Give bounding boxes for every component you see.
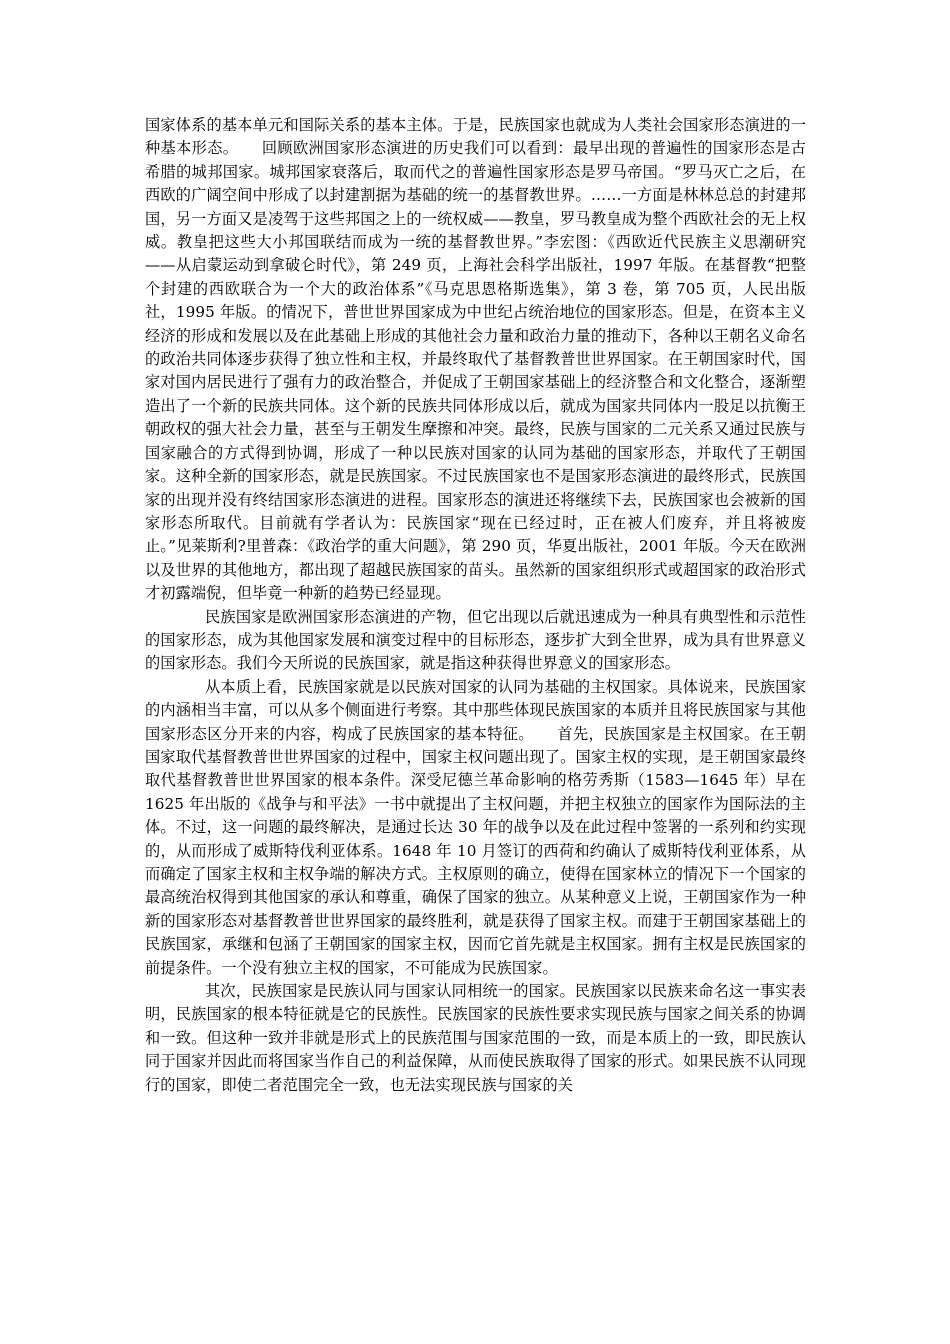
paragraph-1: 国家体系的基本单元和国际关系的基本主体。于是，民族国家也就成为人类社会国家形态演进的一种基本形态。 回顾欧洲国家形态演进的历史我们可以看到：最早出现的普遍性的国家形态是古希腊的城邦国家。城邦国家衰落后，取而代之的普遍性国家形态是罗马帝国。“罗马灭亡之后，在西欧的广阔空间中形成了以封建割据为基础的统一的基督教世界。……一方面是林林总总的封建邦国，另一方面又是凌驾于这些邦国之上的一统权威——教皇，罗马教皇成为整个西欧社会的无上权威。教皇把这些大小邦国联结而成为一统的基督教世界。”李宏图：《西欧近代民族主义思潮研究——从启蒙运动到拿破仑时代》，第 249 页，上海社会科学出版社，1997 年版。在基督教“把整个封建的西欧联合为一个大的政治体系”《马克思恩格斯选集》，第 3 卷，第 705 页，人民出版社，1995 年版。的情况下，普世世界国家成为中世纪占统治地位的国家形态。但是，在资本主义经济的形成和发展以及在此基础上形成的其他社会力量和政治力量的推动下，各种以王朝名义命名的政治共同体逐步获得了独立性和主权，并最终取代了基督教普世世界国家。在王朝国家时代，国家对国内居民进行了强有力的政治整合，并促成了王朝国家基础上的经济整合和文化整合，逐渐塑造出了一个新的民族共同体。这个新的民族共同体形成以后，就成为国家共同体内一股足以抗衡王朝政权的强大社会力量，甚至与王朝发生摩擦和冲突。最终，民族与国家的二元关系又通过民族与国家融合的方式得到协调，形成了一种以民族对国家的认同为基础的国家形态，并取代了王朝国家。这种全新的国家形态，就是民族国家。不过民族国家也不是国家形态演进的最终形式，民族国家的出现并没有终结国家形态演进的进程。国家形态的演进还将继续下去，民族国家也会被新的国家形态所取代。目前就有学者认为：民族国家“现在已经过时，正在被人们废弃，并且将被废止。”见莱斯利?里普森：《政治学的重大问题》，第 290 页，华夏出版社，2001 年版。今天在欧洲以及世界的其他地方，都出现了超越民族国家的苗头。虽然新的国家组织形式或超国家的政治形式才初露端倪，但毕竟一种新的趋势已经显现。 bbox=[145, 116, 806, 603]
paragraph-2: 民族国家是欧洲国家形态演进的产物，但它出现以后就迅速成为一种具有典型性和示范性的国家形态，成为其他国家发展和演变过程中的目标形态，逐步扩大到全世界，成为具有世界意义的国家形态。我们今天所说的民族国家，就是指这种获得世界意义的国家形态。 bbox=[145, 607, 806, 673]
document-page bbox=[145, 114, 806, 1097]
paragraph-4: 其次，民族国家是民族认同与国家认同相统一的国家。民族国家以民族来命名这一事实表明，民族国家的根本特征就是它的民族性。民族国家的民族性要求实现民族与国家之间关系的协调和一致。但这种一致并非就是形式上的民族范围与国家范围的一致，而是本质上的一致，即民族认同于国家并因此而将国家当作自己的利益保障，从而使民族取得了国家的形式。如果民族不认同现行的国家，即使二者范围完全一致，也无法实现民族与国家的关 bbox=[145, 982, 806, 1094]
paragraph-3: 从本质上看，民族国家就是以民族对国家的认同为基础的主权国家。具体说来，民族国家的内涵相当丰富，可以从多个侧面进行考察。其中那些体现民族国家的本质并且将民族国家与其他国家形态区分开来的内容，构成了民族国家的基本特征。 首先，民族国家是主权国家。在王朝国家取代基督教普世世界国家的过程中，国家主权问题出现了。国家主权的实现，是王朝国家最终取代基督教普世世界国家的根本条件。深受尼德兰革命影响的格劳秀斯（1583—1645 年）早在 1625 年出版的《战争与和平法》一书中就提出了主权问题，并把主权独立的国家作为国际法的主体。不过，这一问题的最终解决，是通过长达 30 年的战争以及在此过程中签署的一系列和约实现的，从而形成了威斯特伐利亚体系。1648 年 10 月签订的西荷和约确认了威斯特伐利亚体系，从而确定了国家主权和主权争端的解决方式。主权原则的确立，使得在国家林立的情况下一个国家的最高统治权得到其他国家的承认和尊重，确保了国家的独立。从某种意义上说，王朝国家作为一种新的国家形态对基督教普世世界国家的最终胜利，就是获得了国家主权。而建于王朝国家基础上的民族国家，承继和包涵了王朝国家的国家主权，因而它首先就是主权国家。拥有主权是民族国家的前提条件。一个没有独立主权的国家，不可能成为民族国家。 bbox=[145, 677, 806, 977]
